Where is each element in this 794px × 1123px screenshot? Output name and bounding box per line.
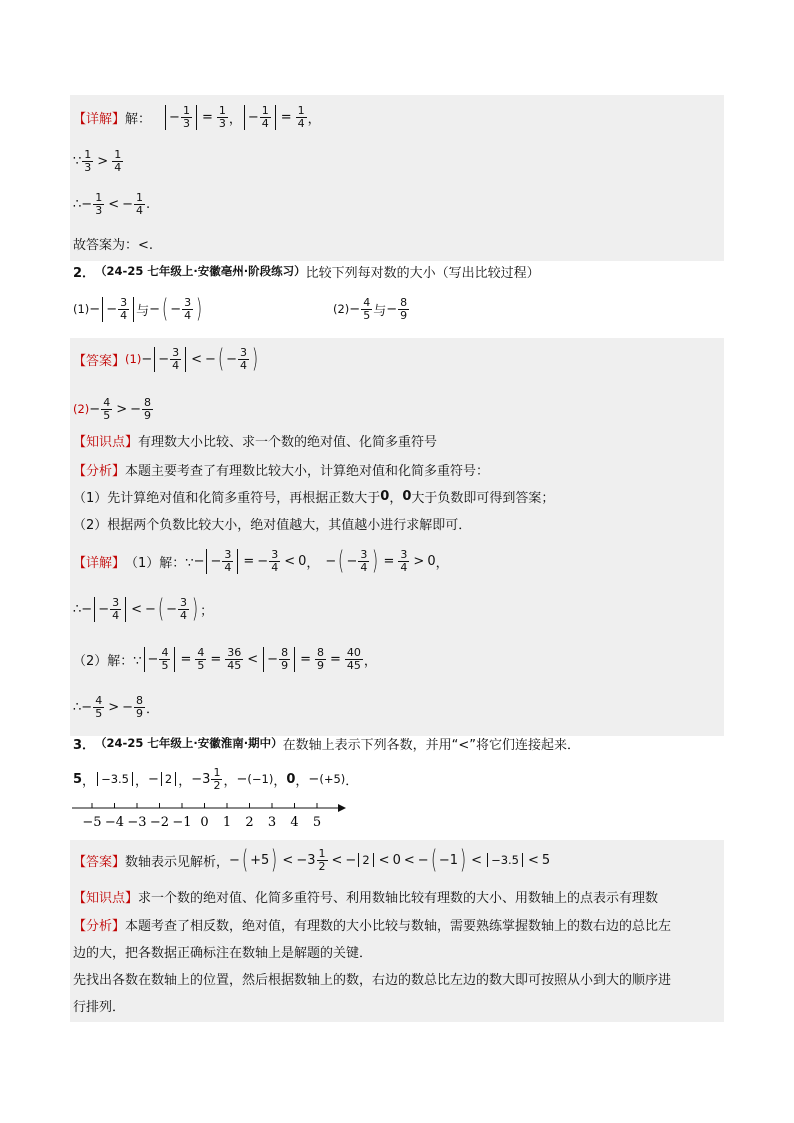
axis-tick-label: 5 xyxy=(312,815,322,830)
q3-answer: 【答案】 数轴表示见解析， − ( +5 ) < − 3 $\frac{1}{2}$ < − 2 < 0 < − ( − 1 ) < − 3.5 < 5 xyxy=(73,845,551,875)
q2-part1: (1) − − $\frac{3}{4}$ 与 − ( − $\frac{3}{4}$ ) xyxy=(73,294,203,324)
axis-tick-label: 1 xyxy=(222,815,232,830)
q3-analysis-4: 行排列． xyxy=(73,999,126,1015)
q2-detail-1: 【详解】 （1）解：∵ − − $\frac{3}{4}$ = − $\frac{3}{4}$ < 0 ， − ( − $\frac{3}{4}$ ) = $\frac{3}{4}$ > 0 ， xyxy=(73,546,449,576)
q2-analysis: 【分析】 本题主要考查了有理数比较大小，计算绝对值和化简多重符号： xyxy=(73,463,490,479)
axis-tick-label: 3 xyxy=(267,815,277,830)
abs-expr: − $\frac{1}{4}$ xyxy=(244,105,276,130)
axis-tick-label: −3 xyxy=(127,815,147,830)
axis-tick-label: −4 xyxy=(104,815,125,830)
p1-detail-line: 【详解】 解： − $\frac{1}{3}$ = $\frac{1}{3}$ ， − $\frac{1}{4}$ = $\frac{1}{4}$ ， xyxy=(73,103,321,130)
q2-therefore-2: ∴ − $\frac{4}{5}$ > − $\frac{8}{9}$ ． xyxy=(73,693,160,720)
axis-tick-label: 4 xyxy=(290,815,299,830)
axis-tick-label: −2 xyxy=(149,815,170,830)
number-line xyxy=(70,798,370,838)
q2-header: 2． （24-25 七年级上·安徽亳州·阶段练习） 比较下列每对数的大小（写出比较过程） xyxy=(73,264,540,281)
p1-conclusion: 故答案为：<. xyxy=(73,237,154,253)
axis-tick-label: 0 xyxy=(200,815,209,830)
q3-knowledge: 【知识点】 求一个数的绝对值、化简多重符号、利用数轴比较有理数的大小、用数轴上的点表示有理数 xyxy=(73,890,659,906)
answer-block-2 xyxy=(70,338,724,736)
q3-analysis-1: 【分析】 本题考查了相反数，绝对值，有理数的大小比较与数轴，需要熟练掌握数轴上的数右边的总比左 xyxy=(73,918,672,934)
axis-tick-label: −1 xyxy=(172,815,192,830)
q2-answer-2: (2) − $\frac{4}{5}$ > − $\frac{8}{9}$ xyxy=(73,395,152,422)
axis-arrow xyxy=(338,804,346,812)
q3-header: 3． （24-25 七年级上·安徽淮南·期中） 在数轴上表示下列各数，并用“<”将它们连接起来． xyxy=(73,736,580,753)
q2-answer-1: 【答案】 (1) − − $\frac{3}{4}$ < − ( − $\frac{3}{4}$ ) xyxy=(73,344,259,374)
abs-expr: − $\frac{1}{3}$ xyxy=(165,105,197,130)
detail-intro: 解： xyxy=(125,111,152,127)
q2-analysis-2: （2）根据两个负数比较大小，绝对值越大，其值越小进行求解即可． xyxy=(73,517,472,533)
axis-tick-label: 2 xyxy=(245,815,254,830)
q2-detail-2: （2）解：∵ − $\frac{4}{5}$ = $\frac{4}{5}$ = $\frac{36}{45}$ < − $\frac{8}{9}$ = $\frac{8}{9}$ = $\frac{40}{45}$ ， xyxy=(73,645,377,672)
q2-knowledge: 【知识点】 有理数大小比较、求一个数的绝对值、化简多重符号 xyxy=(73,434,438,450)
q3-analysis-3: 先找出各数在数轴上的位置，然后根据数轴上的数，右边的数总比左边的数大即可按照从小到大的顺序进 xyxy=(73,972,672,988)
q2-part2: (2) − $\frac{4}{5}$ 与 − $\frac{8}{9}$ xyxy=(333,295,408,322)
q3-analysis-2: 边的大，把各数据正确标注在数轴上是解题的关键． xyxy=(73,945,373,961)
axis-tick-label: −5 xyxy=(82,815,102,830)
q2-analysis-1: （1）先计算绝对值和化简多重符号，再根据正数大于 0 ， 0 大于负数即可得到答案； xyxy=(73,488,555,506)
p1-because-line: ∵ $\frac{1}{3}$ > $\frac{1}{4}$ xyxy=(73,147,122,174)
q3-numbers: 5 ， − 3.5 ， − 2 ， − 3 $\frac{1}{2}$ ， − ( − 1 ) ， 0 ， − ( +5 ) ． xyxy=(73,765,359,792)
p1-therefore-line: ∴ − $\frac{1}{3}$ < − $\frac{1}{4}$ . xyxy=(73,190,151,217)
q2-therefore-1: ∴ − − $\frac{3}{4}$ < − ( − $\frac{3}{4}$ ) ； xyxy=(73,594,214,624)
detail-tag: 【详解】 xyxy=(73,111,126,127)
